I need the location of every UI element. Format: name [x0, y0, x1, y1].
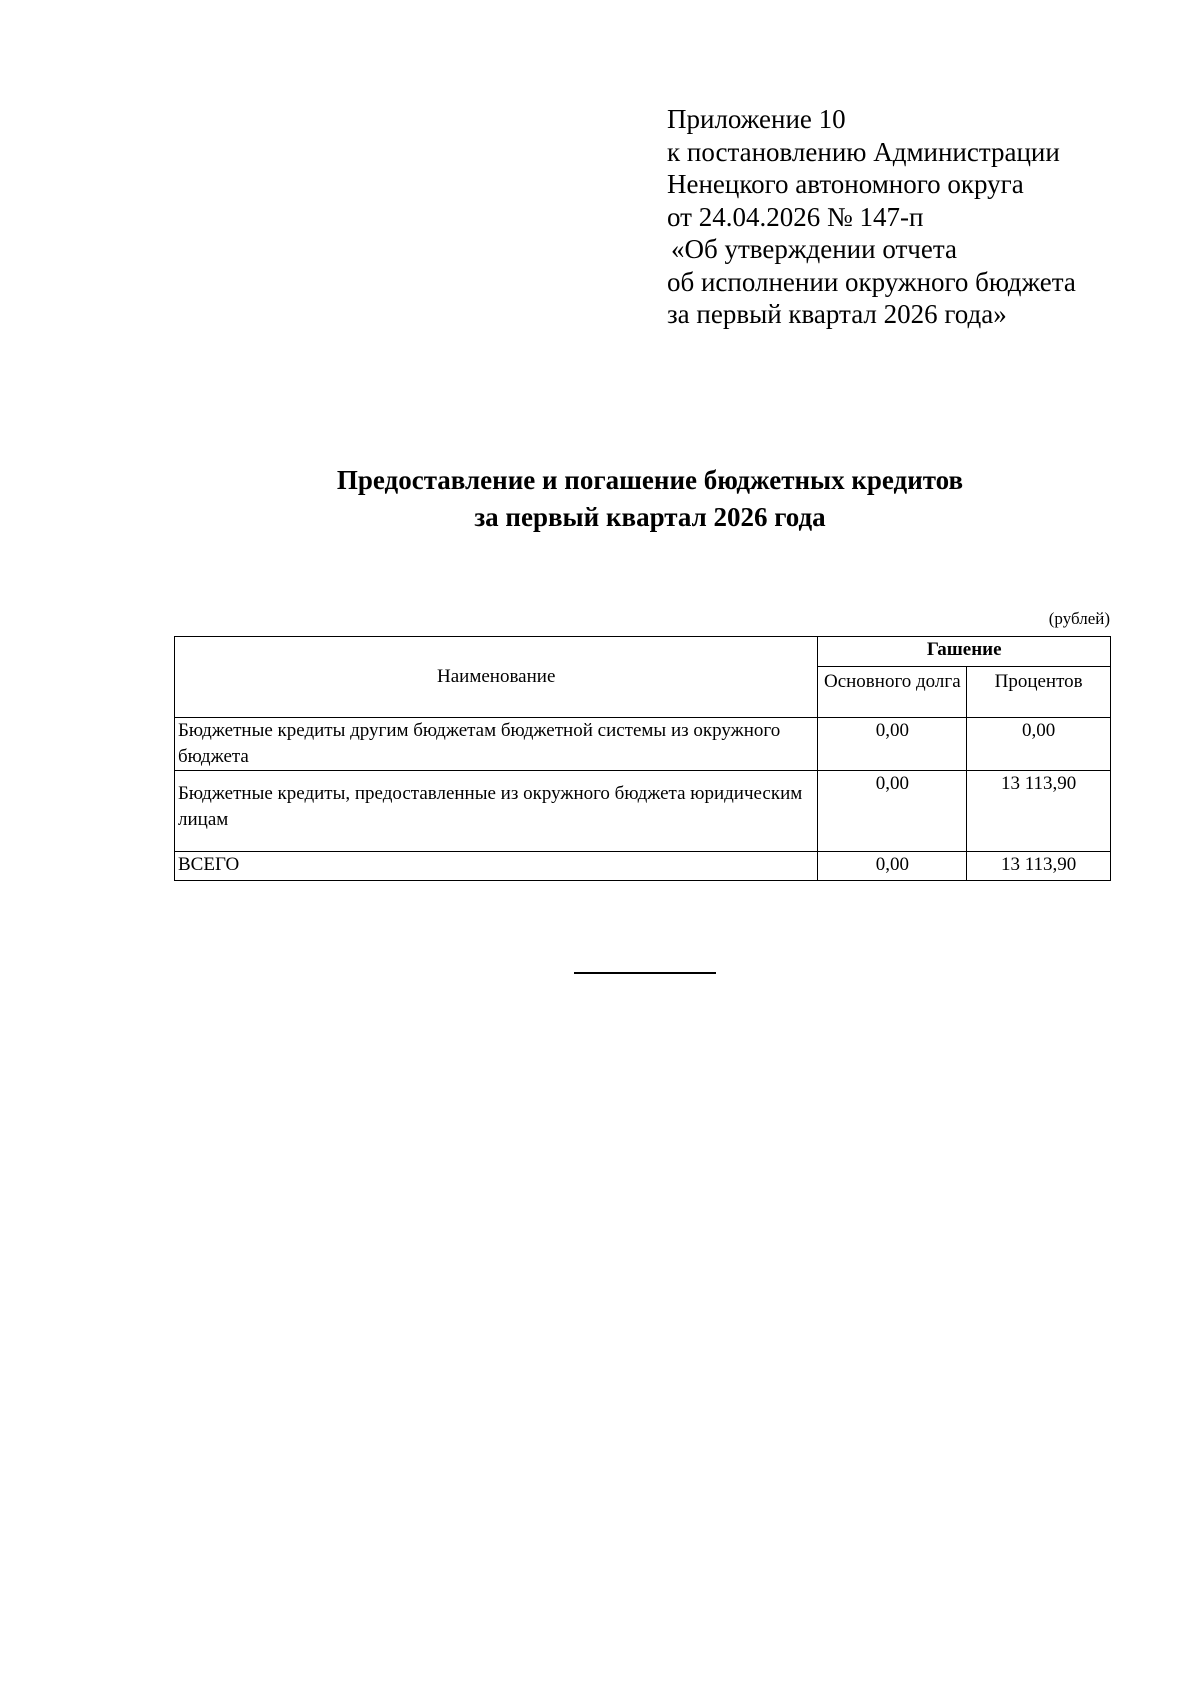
appendix-line: Ненецкого автономного округа: [667, 169, 1024, 199]
title-line: Предоставление и погашение бюджетных кредитов: [336, 465, 964, 495]
total-interest: 13 113,90: [967, 852, 1111, 881]
units-label: (рублей): [1048, 609, 1110, 628]
total-name: ВСЕГО: [175, 852, 818, 881]
row-principal: 0,00: [818, 718, 967, 771]
header-name: Наименование: [175, 637, 818, 718]
header-principal: Основного долга: [818, 667, 967, 718]
table-row: [175, 718, 1111, 771]
appendix-line: об исполнении окружного бюджета: [667, 266, 1076, 297]
appendix-line: за первый квартал 2026 года»: [667, 299, 1007, 329]
row-name: Бюджетные кредиты, предоставленные из окружного бюджета юридическим лицам: [175, 771, 818, 852]
title-line: за первый квартал 2026 года: [474, 502, 826, 532]
row-interest: 13 113,90: [967, 771, 1111, 852]
appendix-line: от 24.04.2026 № 147-п: [667, 201, 924, 232]
appendix-block: [667, 103, 1076, 331]
document-title: [0, 462, 1200, 536]
separator-line: [574, 972, 716, 974]
row-name: Бюджетные кредиты другим бюджетам бюджетной системы из окружного бюджета: [175, 718, 818, 771]
table-total-row: [175, 852, 1111, 881]
total-principal: 0,00: [818, 852, 967, 881]
header-interest: Процентов: [967, 667, 1111, 718]
table-row: [175, 771, 1111, 852]
credits-table: [174, 636, 1111, 881]
header-repayment: Гашение: [818, 637, 1111, 667]
row-principal: 0,00: [818, 771, 967, 852]
appendix-line: к постановлению Администрации: [667, 136, 1060, 167]
row-interest: 0,00: [967, 718, 1111, 771]
appendix-line: «Об утверждении отчета: [671, 234, 957, 264]
table-header-row: [175, 637, 1111, 667]
appendix-line: Приложение 10: [667, 104, 846, 134]
